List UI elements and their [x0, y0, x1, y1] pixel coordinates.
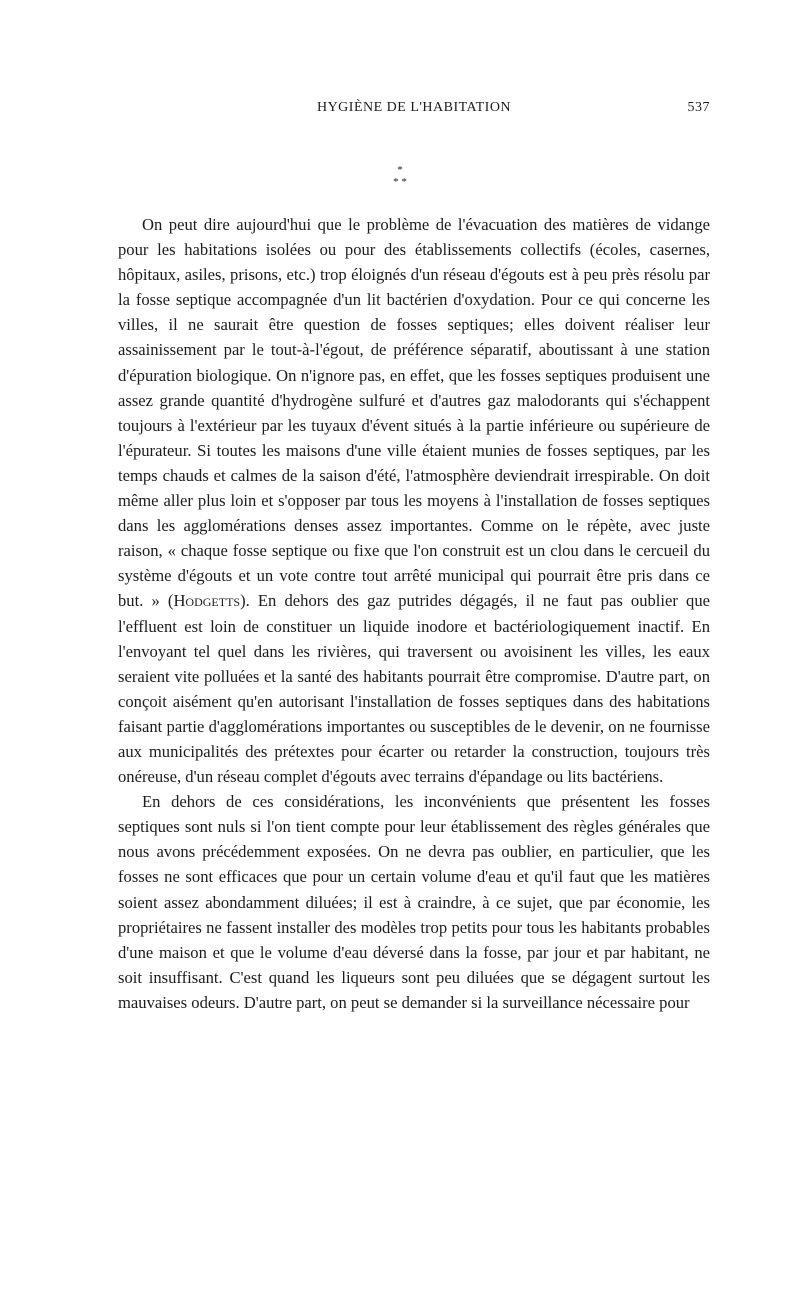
asterism-separator [0, 164, 800, 188]
running-title: HYGIÈNE DE L'HABITATION [316, 100, 512, 115]
paragraph-2: En dehors de ces considérations, les inconvénients que présentent les fosses septiques sont nuls si l'on tient compte pour leur établissement des règles générales que nous avons précédemment exposées. On ne devra pas oublier, en particulier, que les fosses ne sont efficaces que pour un certain volume d'eau et qu'il faut que les matières soient assez abondamment diluées; il est à craindre, à ce sujet, que par économie, les propriétaires ne fassent installer des modèles trop petits pour tous les habitants probables d'une maison et que le volume d'eau déversé dans la fosse, par jour et par habitant, ne soit insuffisant. C'est quand les liqueurs sont peu diluées que se dégagent surtout les mauvaises odeurs. D'autre part, on peut se demander si la surveillance nécessaire pour [118, 792, 710, 1012]
body-text [118, 212, 710, 1015]
page-number: 537 [687, 100, 710, 115]
author-citation: Hodgetts [173, 591, 241, 611]
asterism-top: * [397, 164, 403, 176]
running-head [118, 100, 710, 120]
paragraph-1 [118, 212, 710, 789]
paragraph-1-text-b: ). En dehors des gaz putrides dégagés, il ne faut pas oublier que l'effluent est loin de constituer un liquide inodore et bactériologiquement inactif. En l'envoyant tel quel dans les rivières, qui traversent ou avoisinent les villes, les eaux seraient vite polluées et la santé des habitants pourrait être compromise. D'autre part, on conçoit aisément qu'en autorisant l'installation de fosses septiques dans des habitations faisant partie d'agglomérations importantes ou susceptibles de le devenir, on ne fournisse aux municipalités des prétextes pour écarter ou retarder la construction, toujours très onéreuse, d'un réseau complet d'égouts avec terrains d'épandage ou lits bactériens. [118, 591, 710, 787]
asterism-bottom: * * [393, 176, 407, 188]
paragraph-1-text-a: On peut dire aujourd'hui que le problème de l'évacuation des matières de vidange pour les habitations isolées ou pour des établissements collectifs (écoles, casernes, hôpitaux, asiles, prisons, etc.) trop éloignés d'un réseau d'égouts est à peu près résolu par la fosse septique accompagnée d'un lit bactérien d'oxydation. Pour ce qui concerne les villes, il ne saurait être question de fosses septiques; elles doivent réaliser leur assainissement par le tout-à-l'égout, de préférence séparatif, aboutissant à une station d'épuration biologique. On n'ignore pas, en effet, que les fosses septiques produisent une assez grande quantité d'hydrogène sulfuré et d'autres gaz malodorants qui s'échappent toujours à l'extérieur par les tuyaux d'évent situés à la partie inférieure ou supérieure de l'épurateur. Si toutes les maisons d'une ville étaient munies de fosses septiques, par les temps chauds et calmes de la saison d'été, l'atmosphère deviendrait irrespirable. On doit même aller plus loin et s'opposer par tous les moyens à l'installation de fosses septiques dans les agglomérations denses assez importantes. Comme on le répète, avec juste raison, « chaque fosse septique ou fixe que l'on construit est un clou dans le cercueil du système d'égouts et un vote contre tout arrêté municipal qui pourrait être pris dans ce but. » ( [118, 215, 710, 611]
